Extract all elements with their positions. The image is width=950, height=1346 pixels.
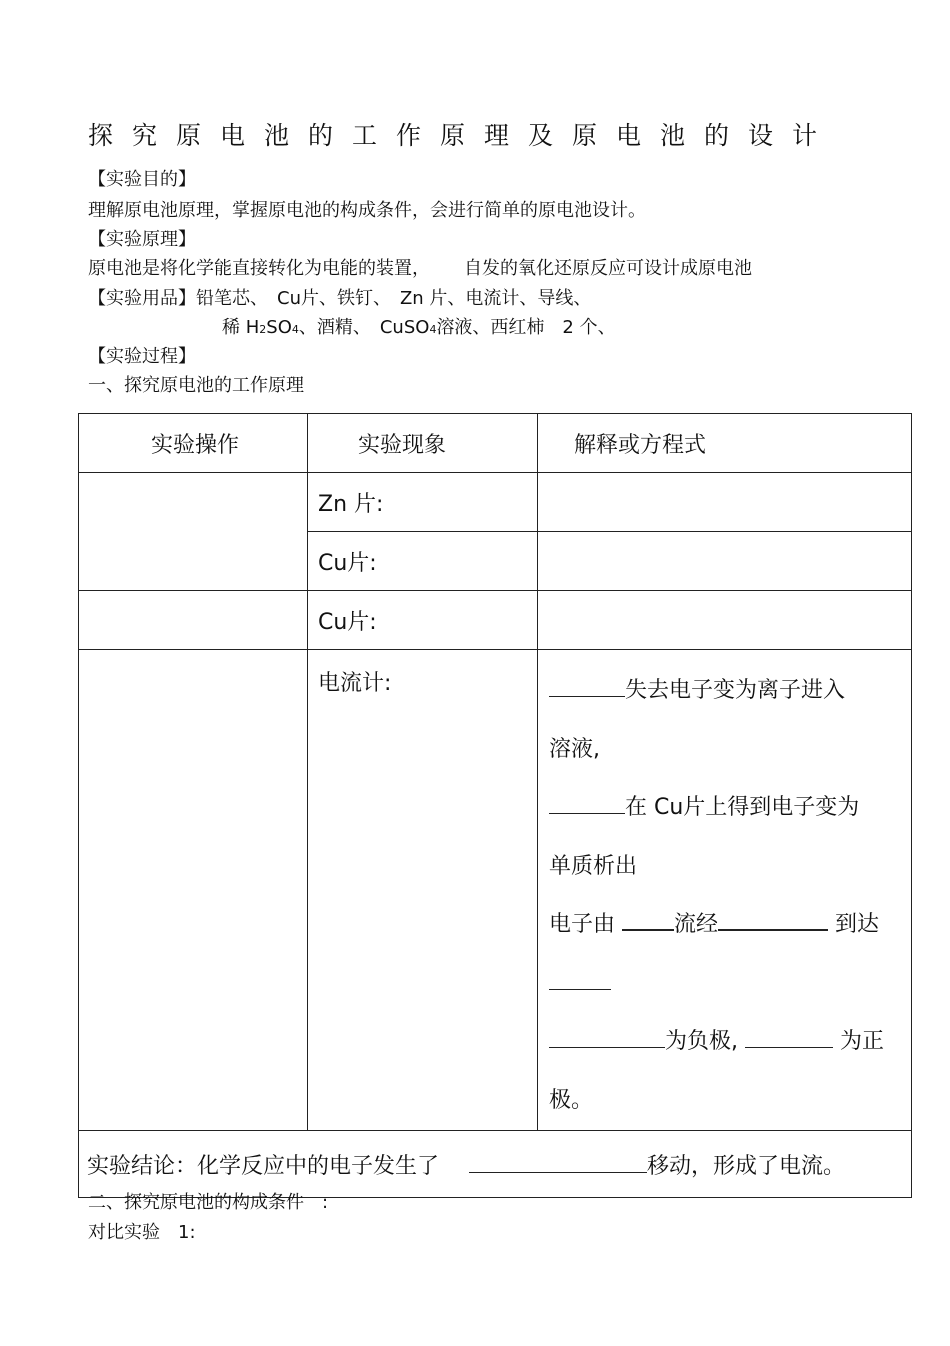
explain-line-3: [549, 779, 903, 838]
explain-line-4: 单质析出: [549, 853, 638, 879]
materials-line2-d: 溶液、西红柿 2 个、: [436, 317, 616, 338]
answer-blank[interactable]: [622, 909, 674, 931]
materials-list-1: 铅笔芯、 Cu片、铁钉、 Zn 片、电流计、导线、: [196, 288, 592, 309]
principle-text-part-a: 原电池是将化学能直接转化为电能的装置，: [88, 258, 430, 279]
phenomenon-cu: Cu片:: [308, 532, 538, 591]
subscript: 4: [429, 323, 437, 336]
explain-text: 为负极,: [665, 1029, 738, 1054]
explain-text: 流经: [674, 912, 719, 937]
header-operation: 实验操作: [79, 414, 308, 473]
materials-line-1: [88, 284, 591, 310]
explain-text: 电子由: [549, 912, 616, 937]
explanation-cell: [538, 473, 912, 532]
answer-blank[interactable]: [469, 1152, 647, 1173]
phenomenon-zn: Zn 片:: [308, 473, 538, 532]
section2-heading: 二、探究原电池的构成条件 :: [88, 1192, 329, 1213]
explanation-cell: [538, 532, 912, 591]
explain-line-2: 溶液,: [549, 736, 600, 762]
materials-line2-b: SO: [266, 317, 292, 338]
explain-line-7: [549, 1013, 903, 1072]
section1-heading: 一、探究原电池的工作原理: [88, 375, 304, 396]
explain-line-6: [549, 955, 903, 1014]
operation-cell: [79, 473, 308, 591]
subscript: 2: [259, 323, 267, 336]
answer-blank[interactable]: [549, 969, 611, 990]
table-row: [79, 591, 912, 650]
materials-line2-a: 稀 H: [222, 317, 260, 338]
operation-cell: [79, 591, 308, 650]
experiment-table: [78, 413, 912, 1198]
explain-text: 在 Cu片上得到电子变为: [625, 795, 860, 820]
principle-text-part-b: 自发的氧化还原反应可设计成原电池: [464, 258, 752, 279]
compare-experiment-1: 对比实验 1:: [88, 1222, 196, 1243]
explanation-cell: [538, 591, 912, 650]
explain-text: 失去电子变为离子进入: [625, 678, 846, 703]
materials-line-2: [222, 313, 616, 339]
materials-line2-c: 、酒精、 CuSO: [298, 317, 430, 338]
phenomenon-cu-2: Cu片:: [308, 591, 538, 650]
conclusion-text-b: 移动，形成了电流。: [647, 1153, 846, 1179]
answer-blank[interactable]: [549, 793, 625, 814]
answer-blank[interactable]: [549, 1027, 665, 1048]
subscript: 4: [291, 323, 299, 336]
table-row: [79, 650, 912, 1131]
operation-cell: [79, 650, 308, 1131]
purpose-heading: 【实验目的】: [88, 169, 196, 190]
document-title: 探究原电池的工作原理及原电池的设计: [88, 121, 837, 150]
explain-line-1: [549, 662, 903, 721]
answer-blank[interactable]: [718, 909, 828, 931]
header-phenomenon: 实验现象: [308, 414, 538, 473]
explain-text: 为正: [840, 1029, 885, 1054]
table-header-row: [79, 414, 912, 473]
answer-blank[interactable]: [745, 1027, 833, 1048]
purpose-text: 理解原电池原理，掌握原电池的构成条件，会进行简单的原电池设计。: [88, 200, 646, 221]
explain-text: 到达: [835, 912, 880, 937]
materials-heading: 【实验用品】: [88, 288, 196, 309]
header-explanation: 解释或方程式: [538, 414, 912, 473]
explain-line-8: 极。: [549, 1087, 594, 1113]
table-row: [79, 473, 912, 532]
principle-text: [88, 254, 752, 280]
process-heading: 【实验过程】: [88, 346, 196, 367]
conclusion-text-a: 实验结论：化学反应中的电子发生了: [87, 1153, 440, 1179]
explanation-cell-main: [538, 650, 912, 1131]
phenomenon-galvanometer: 电流计:: [308, 650, 538, 1131]
answer-blank[interactable]: [549, 676, 625, 697]
explain-line-5: [549, 896, 903, 955]
principle-heading: 【实验原理】: [88, 229, 196, 250]
